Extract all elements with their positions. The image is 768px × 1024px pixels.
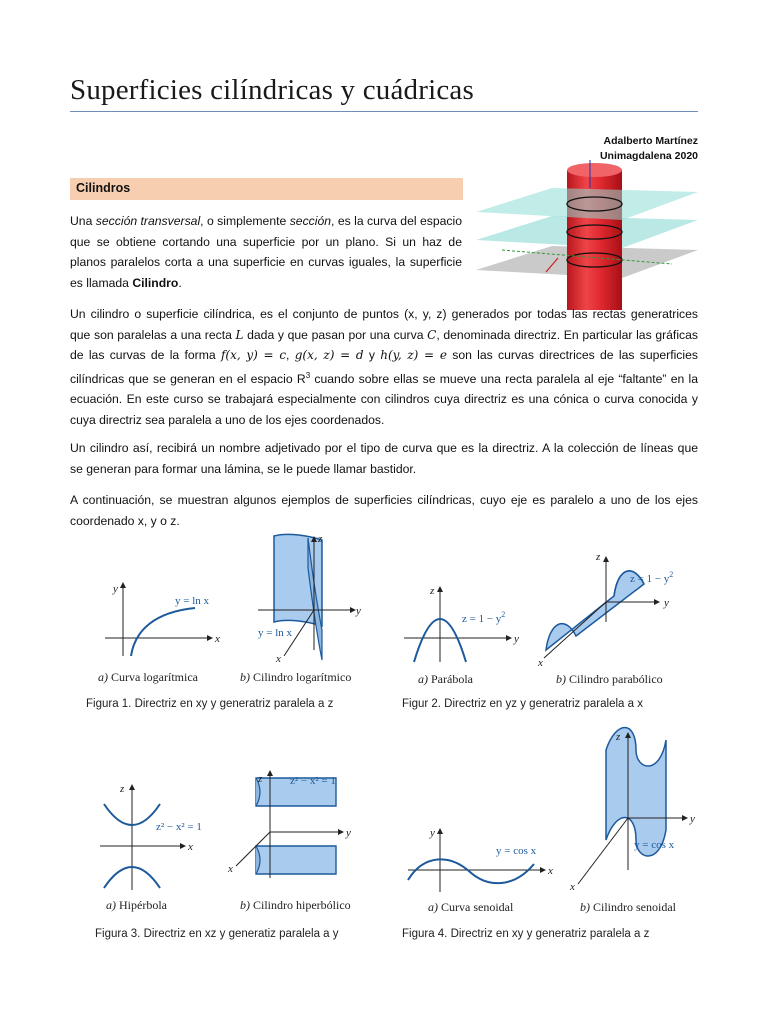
text-line: Un cilindro o superficie cilíndrica, es el conjunto de puntos (x, y, z) generados por todas las rectas generatrices (70, 307, 698, 321)
axis-x-label: x (570, 881, 575, 893)
figure-3a-caption (106, 898, 167, 913)
section-title: Cilindros (76, 181, 131, 195)
text: cilíndricas que se generan en el espacio R (70, 371, 306, 386)
caption-text: Curva senoidal (441, 900, 514, 914)
figure-2a-parabola (400, 586, 520, 666)
text-line: Un cilindro así, recibirá un nombre adjetivado por el tipo de curva que es la directriz. A la colección de líneas que (70, 441, 698, 455)
equation-text: z = 1 − y (630, 573, 670, 585)
text-line: coordenado x, y o z. (70, 513, 180, 528)
caption-letter: b) (240, 898, 250, 912)
caption-letter: a) (106, 898, 116, 912)
axis-x-label: x (215, 633, 220, 645)
figure-2a-caption (418, 672, 473, 687)
text: y (363, 348, 381, 363)
hero-cylinder-illustration (472, 160, 698, 310)
text: , o simplemente (200, 214, 290, 228)
figure-4b-caption (580, 900, 676, 915)
math-g: g(x, z) = d (294, 348, 364, 363)
superscript: 3 (305, 370, 311, 380)
paragraph-naming (70, 438, 698, 479)
axis-y-label: y (514, 633, 519, 645)
figure-1-caption: Figura 1. Directriz en xy y generatriz paralela a z (86, 698, 334, 710)
figure-4a-caption (428, 900, 513, 915)
axis-x-label: x (188, 841, 193, 853)
caption-text: Curva logarítmica (111, 670, 198, 684)
axis-z-label: z (258, 773, 263, 785)
axis-z-label: z (318, 533, 323, 545)
equation-label: y = cos x (634, 839, 675, 851)
caption-text: Cilindro hiperbólico (253, 898, 351, 912)
caption-text: Cilindro parabólico (569, 672, 663, 686)
paragraph-section-definition (70, 211, 462, 293)
author-name: Adalberto Martínez (603, 135, 698, 147)
axis-y-label: y (664, 597, 669, 609)
text-line: se generan para formar una lámina, se le puede llamar bastidor. (70, 461, 417, 476)
axis-z-label: z (616, 731, 621, 743)
axis-z-label: z (430, 585, 435, 597)
title-divider (70, 111, 698, 112)
axis-z-label: z (120, 783, 125, 795)
figure-4a-cosine-curve (404, 826, 554, 896)
text: Una (70, 214, 96, 228)
caption-letter: a) (418, 672, 428, 686)
caption-text: Hipérbola (119, 898, 167, 912)
axis-y-label: y (430, 827, 435, 839)
figure-3b-caption (240, 898, 351, 913)
axis-z-label: z (596, 551, 601, 563)
figure-3b-hyperbolic-cylinder (226, 766, 366, 886)
figure-4b-cosine-cylinder (566, 720, 698, 892)
equation-text: z = 1 − y (462, 613, 502, 625)
paragraph-examples-intro (70, 490, 698, 531)
equation-label: z² − x² = 1 (156, 821, 202, 833)
text: , (286, 348, 295, 363)
math-C: C (427, 327, 437, 342)
text-line: ecuación. En este curso se trabajará especialmente con cilindros cuya directriz es una cónica o curva conocida y (70, 392, 698, 407)
figure-4-caption: Figura 4. Directriz en xy y generatriz paralela a z (402, 928, 650, 940)
term-seccion-transversal: sección transversal (95, 214, 201, 228)
page-title: Superficies cilíndricas y cuádricas (70, 74, 474, 106)
text: cuando sobre ellas se mueve una recta paralela al eje “faltante” en la (310, 371, 698, 386)
axis-x-label: x (548, 865, 553, 877)
caption-text: Cilindro senoidal (593, 900, 676, 914)
text-line: cuya directriz sea paralela a uno de los ejes coordenados. (70, 413, 385, 428)
caption-letter: b) (580, 900, 590, 914)
figure-1b-caption (240, 670, 351, 685)
equation-label: y = ln x (175, 595, 210, 607)
caption-letter: a) (428, 900, 438, 914)
figure-2-caption: Figur 2. Directriz en yz y generatriz paralela a x (402, 698, 643, 710)
text: que son paralelas a una recta (70, 327, 236, 342)
equation-label (630, 570, 673, 585)
equation-exponent: 2 (669, 570, 674, 579)
axis-y-label: y (690, 813, 695, 825)
author-org: Unimagdalena 2020 (599, 150, 698, 162)
axis-y-label: y (346, 827, 351, 839)
caption-letter: b) (556, 672, 566, 686)
figure-2b-parabolic-cylinder (536, 550, 686, 670)
text: de las curvas de la forma (70, 348, 221, 363)
caption-letter: b) (240, 670, 250, 684)
math-f: f(x, y) = c (220, 348, 287, 363)
figure-3a-hyperbola (96, 782, 206, 892)
text-line: que se obtiene cortando una superficie por un plano. Si un haz de (70, 234, 462, 249)
figure-1a-log-curve (95, 580, 225, 660)
paragraph-cylinder-definition (70, 304, 698, 431)
equation-label: y = ln x (258, 627, 293, 639)
caption-text: Parábola (431, 672, 473, 686)
equation-label (462, 610, 505, 625)
caption-text: Cilindro logarítmico (253, 670, 352, 684)
figure-3-caption: Figura 3. Directriz en xz y generatiz paralela a y (95, 928, 339, 940)
math-h: h(y, z) = e (380, 348, 447, 363)
text-line: planos paralelos corta a una superficie en curvas iguales, la superficie (70, 255, 462, 270)
equation-label: y = cos x (496, 845, 537, 857)
text: dada y que pasan por una curva (243, 327, 428, 342)
text: , denominada directriz. En particular las gráficas (436, 327, 698, 342)
axis-x-label: x (228, 863, 233, 875)
caption-letter: a) (98, 670, 108, 684)
axis-x-label: x (538, 657, 543, 669)
term-seccion: sección (289, 214, 332, 228)
axis-y-label: y (113, 583, 118, 595)
axis-y-label: y (356, 605, 361, 617)
equation-exponent: 2 (501, 610, 506, 619)
text: . (178, 275, 182, 290)
axis-x-label: x (276, 653, 281, 665)
math-L: L (235, 327, 244, 342)
figure-1b-log-cylinder (248, 530, 368, 670)
equation-label: z² − x² = 1 (290, 775, 336, 787)
term-cilindro: Cilindro (132, 275, 179, 290)
figure-1a-caption (98, 670, 198, 685)
text: es llamada (70, 275, 133, 290)
text: son las curvas directrices de las superficies (446, 348, 698, 363)
text: , es la curva del espacio (331, 214, 462, 228)
text-line: A continuación, se muestran algunos ejemplos de superficies cilíndricas, cuyo eje es paralelo a uno de los ejes (70, 493, 698, 507)
figure-2b-caption (556, 672, 663, 687)
section-header (70, 178, 463, 200)
